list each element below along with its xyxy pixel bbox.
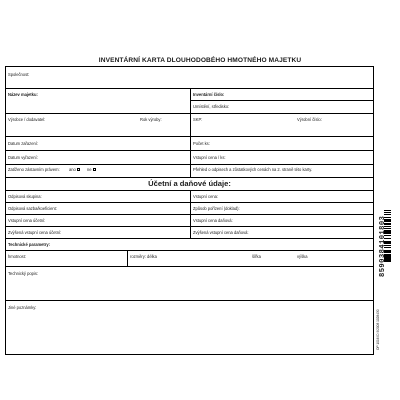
depreciation-group-label: Odpisová skupina: [8, 194, 42, 199]
barcode-bar [384, 214, 391, 215]
form-title: INVENTÁRNÍ KARTA DLOUHODOBÉHO HMOTNÉHO MAJETKU [98, 57, 302, 64]
serial-number-label: Výrobní číslo: [297, 117, 322, 122]
tax-input-price-label: Vstupní cena daňová: [193, 218, 233, 223]
divider-inventory-number [190, 100, 374, 101]
tax-increase-label: Zvýšená vstupní cena daňová: [193, 230, 249, 235]
skp-label: SKP: [193, 117, 203, 122]
divider-increase [5, 238, 374, 239]
unit-price-label: Vstupní cena / ks: [193, 155, 226, 160]
acquisition-method-label: Způsob pořízení (doklad): [193, 206, 240, 211]
vertical-divider-upper [190, 88, 191, 177]
product-code: OP 1016 ID 9/2008 1028430 [376, 309, 380, 350]
technical-params-label: Technické parametry: [8, 242, 51, 247]
accounting-section-title: Účetní a daňové údaje: [148, 179, 231, 188]
accounting-input-price-label: Vstupní cena účetní: [8, 218, 46, 223]
lien-yes-checkbox[interactable] [77, 168, 80, 171]
acquisition-date-label: Datum zařazení: [8, 141, 39, 146]
record-note: Přehled o odpisech a zůstatkových cenách na 2. straně této karty. [193, 167, 313, 172]
barcode-number: 8590384101803 [379, 215, 387, 277]
lien-yes-label: ano [69, 167, 76, 172]
other-notes-label: Jiné poznámky: [8, 305, 37, 310]
lien-label: Zatíženo zástavním právem: [8, 167, 60, 172]
divider-technical-description [5, 300, 374, 301]
divider-dimensions [5, 266, 374, 267]
divider-technical-params [5, 250, 374, 251]
weight-label: hmotnost: [8, 254, 26, 259]
lien-no-checkbox[interactable] [93, 168, 96, 171]
technical-description-label: Technický popis: [8, 271, 39, 276]
location-label: Umístění, středisko: [193, 104, 230, 109]
vertical-divider-dimensions [127, 250, 128, 266]
vertical-divider-accounting [190, 190, 191, 238]
lien-no-label: ne [87, 167, 92, 172]
company-label: Společnost: [8, 72, 30, 77]
divider-section-top [5, 177, 374, 178]
quantity-label: Počet ks: [193, 141, 210, 146]
inventory-number-label: Inventární číslo: [193, 92, 225, 97]
width-label: šířka [252, 254, 261, 259]
height-label: výška [297, 254, 308, 259]
depreciation-rate-label: Odpisová sazba/koeficient: [8, 206, 57, 211]
production-year-label: Rok výroby: [140, 117, 162, 122]
asset-name-label: Název majetku: [8, 92, 38, 97]
dimensions-label: rozměry: délka [130, 254, 157, 259]
accounting-increase-label: Zvýšená vstupní cena účetní: [8, 230, 62, 235]
input-price-label: Vstupní cena: [193, 194, 219, 199]
manufacturer-label: Výrobce / dodavatel: [8, 117, 46, 122]
disposal-date-label: Datum vyřazení: [8, 155, 38, 160]
